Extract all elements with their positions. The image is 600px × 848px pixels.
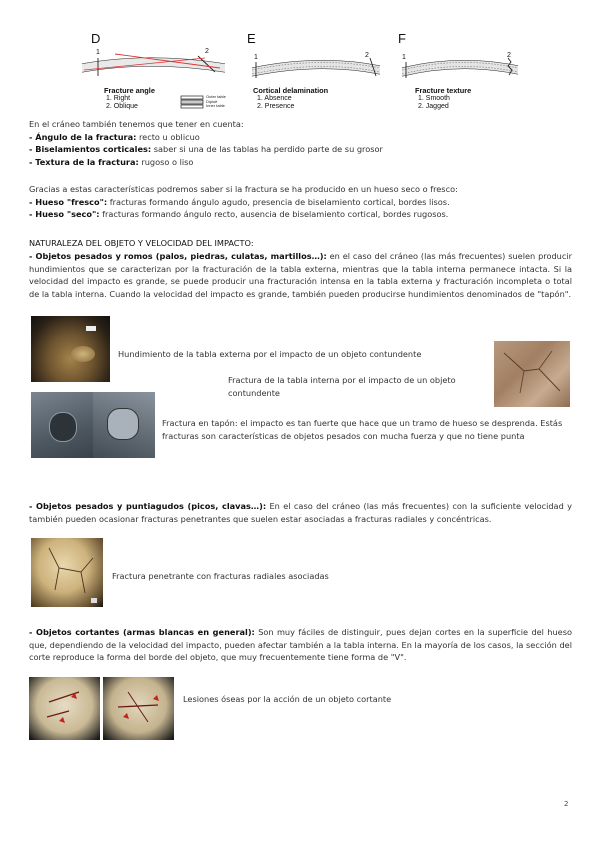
photo-cut-lesions-right	[103, 677, 174, 740]
figure-f-title: Fracture texture	[415, 86, 472, 95]
blunt-paragraph: - Objetos pesados y romos (palos, piedras, culatas, martillos…): en el caso del cráneo (las más frecuentes) suelen producir hundimientos que se caracterizan por la fracturación de la tabla externa, mientras que la tabla interna permanece intacta. Si la velocidad del impacto es grande, se puede producir una fracturación intensa en la tabla externa y fracturación incompleta o total de la tabla interna. Cuando la velocidad del impacto es grande, también pueden producirse hundimientos denominados de "tapón".	[29, 251, 572, 299]
caption-penetrante: Fractura penetrante con fracturas radiales asociadas	[112, 571, 329, 581]
diagram-fracture-angle	[82, 54, 225, 76]
figure-d-num2: 2	[205, 48, 209, 55]
page-number: 2	[564, 800, 569, 808]
figure-f-num2: 2	[507, 52, 511, 59]
criteria-item: - Ángulo de la fractura: recto u oblicuo	[29, 131, 200, 142]
criteria-intro: En el cráneo también tenemos que tener en cuenta:	[29, 119, 244, 129]
figure-e-option2: 2. Presence	[257, 103, 295, 110]
caption-cortante: Lesiones óseas por la acción de un objeto cortante	[183, 694, 392, 704]
photo-plug-fracture-outer	[31, 392, 93, 458]
figure-f-option1: 1. Smooth	[418, 95, 450, 102]
legend-outer: Outer table	[206, 94, 226, 99]
figure-d-num1: 1	[96, 49, 100, 56]
pointed-paragraph: - Objetos pesados y puntiagudos (picos, clavas…): En el caso del cráneo (las más frecuentes) con la suficiente velocidad y también pueden ocasionar fracturas penetrantes que suelen estar asociadas a fracturas radiales y concéntricas.	[29, 501, 572, 524]
legend-diploe: Diploë	[206, 98, 218, 104]
photo-inner-table-fracture	[494, 341, 570, 407]
fresh-dry-block	[29, 183, 574, 221]
fresh-intro: Gracias a estas características podremos saber si la fractura se ha producido en un hueso seco o fresco:	[29, 184, 458, 194]
figure-d-letter: D	[91, 31, 101, 46]
criteria-item: - Biselamientos corticales: saber si una de las tablas ha perdido parte de su grosor	[29, 144, 383, 155]
caption-hundimiento: Hundimiento de la tabla externa por el impacto de un objeto contundente	[118, 349, 422, 359]
figure-e-num2: 2	[365, 52, 369, 59]
legend-inner: Inner table	[206, 103, 225, 109]
diagram-fracture-texture	[402, 58, 518, 78]
figure-e-option1: 1. Absence	[257, 95, 292, 102]
cutting-paragraph: - Objetos cortantes (armas blancas en general): Son muy fáciles de distinguir, pues dejan cortes en la superficie del hueso que, dependiendo de la velocidad del impacto, pueden afectar también a la tabla interna. En la mayoría de los casos, la sección del corte reproduce la forma del borde del objeto, que muy frecuentemente tiene forma de "V".	[29, 627, 572, 663]
figure-f-letter: F	[398, 31, 406, 46]
caption-tabla-interna: Fractura de la tabla interna por el impacto de un objeto contundente	[228, 375, 456, 398]
figure-e-title: Cortical delamination	[253, 86, 329, 95]
bone-layers-legend	[206, 95, 226, 109]
figure-e-caption	[253, 87, 328, 111]
photo-plug-fracture-inner	[93, 392, 155, 458]
section-title: NATURALEZA DEL OBJETO Y VELOCIDAD DEL IMPACTO:	[29, 238, 254, 248]
bone-layers-icon	[180, 95, 204, 109]
figure-f-caption	[415, 87, 471, 111]
figure-d-title: Fracture angle	[104, 86, 155, 95]
photo-cut-lesions-left	[29, 677, 100, 740]
photo-penetrating-fracture	[31, 538, 103, 607]
caption-tapon: Fractura en tapón: el impacto es tan fuerte que hace que un tramo de hueso se desprenda. Estás fracturas son características de objetos pesados con mucha fuerza y que no tiene punta	[162, 418, 563, 441]
fresh-item: - Hueso "fresco": fracturas formando ángulo agudo, presencia de biselamiento cortical, bordes lisos.	[29, 196, 450, 207]
figure-d-option2: 2. Oblique	[106, 103, 138, 110]
diagram-cortical-delamination	[252, 58, 380, 78]
criteria-item: - Textura de la fractura: rugoso o liso	[29, 156, 194, 167]
figure-e-letter: E	[247, 31, 256, 46]
figure-f-option2: 2. Jagged	[418, 103, 449, 110]
dry-item: - Hueso "seco": fracturas formando ángulo recto, ausencia de biselamiento cortical, bordes rugosos.	[29, 209, 449, 220]
figure-d-option1: 1. Right	[106, 95, 131, 102]
criteria-block	[29, 118, 574, 168]
figure-f-num1: 1	[402, 54, 406, 61]
photo-depressed-fracture	[31, 316, 110, 382]
figure-e-num1: 1	[254, 54, 258, 61]
figure-d-caption	[104, 87, 155, 111]
